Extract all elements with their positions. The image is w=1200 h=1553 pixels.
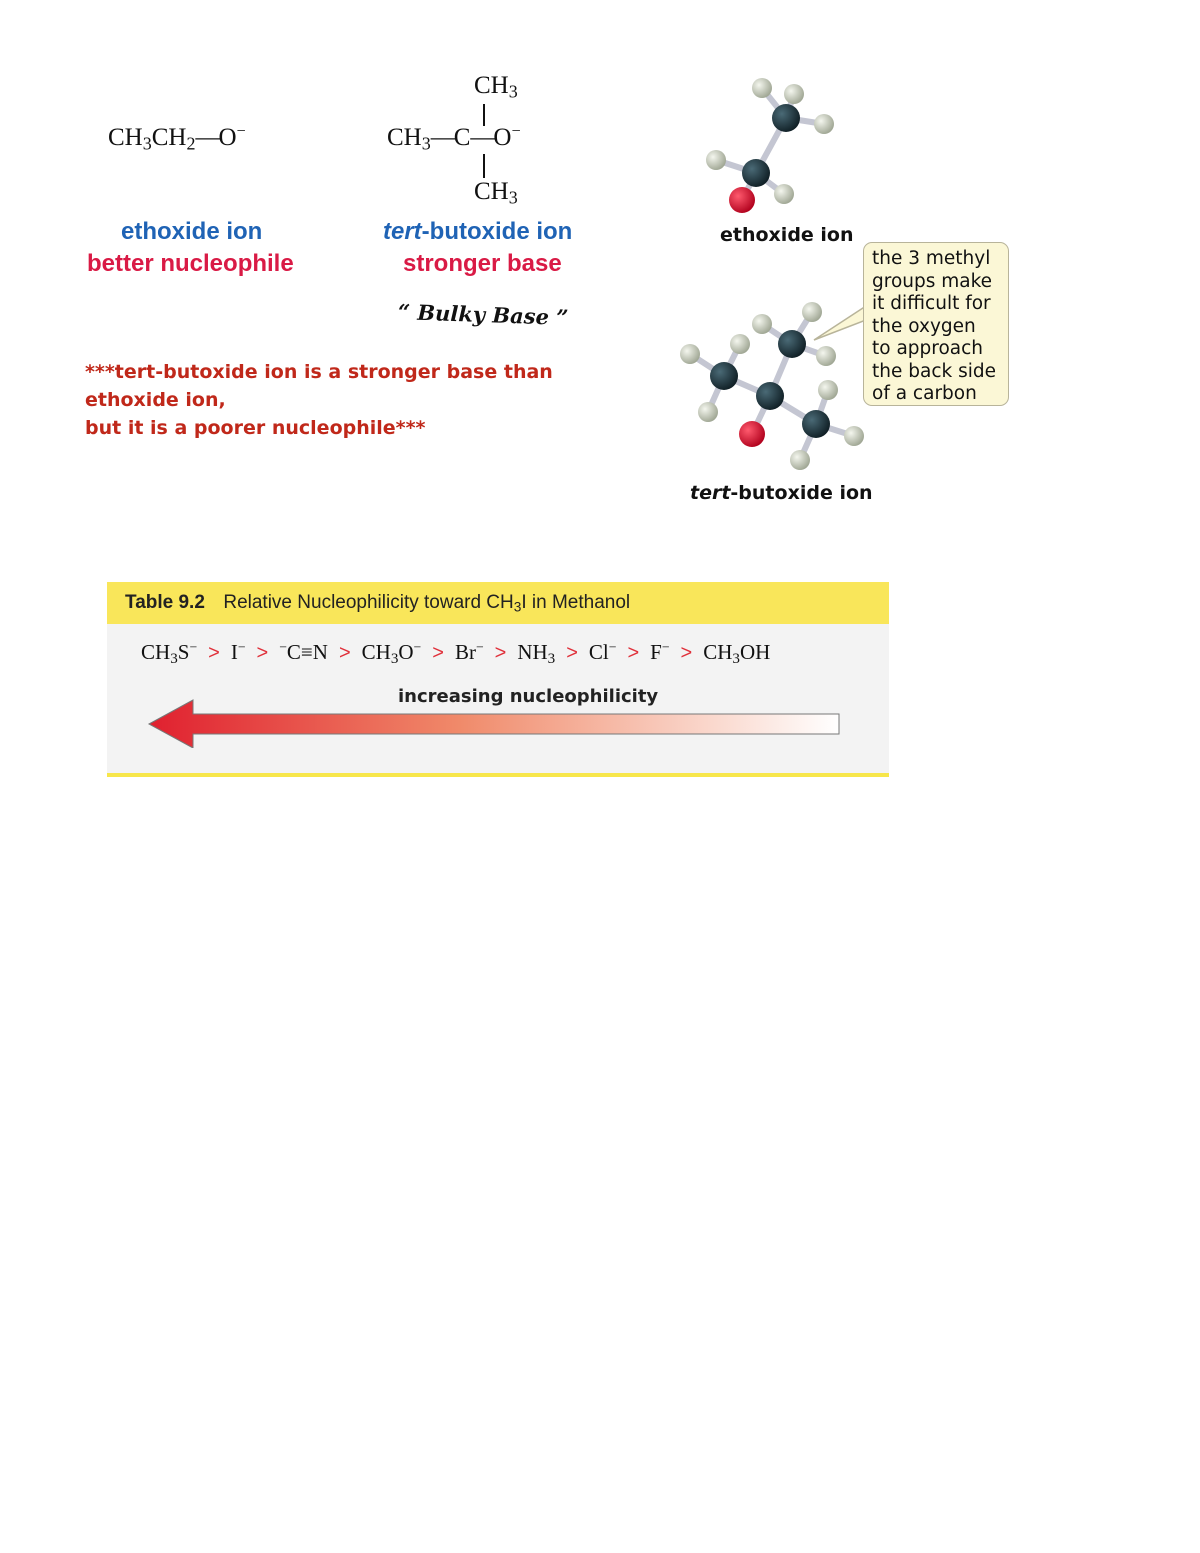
tbutoxide-role: stronger base [403,250,562,277]
ethoxide-name: ethoxide ion [121,218,263,245]
table-number: Table 9.2 [125,592,205,613]
tbutoxide-bottom-methyl: $CH_3$ [474,178,518,208]
ethoxide-role: better nucleophile [87,250,294,277]
tbutoxide-model-label: tert-butoxide ion [690,482,873,504]
ethoxide-structure: $CH_3CH_2—O^-$ [108,122,246,154]
table-title: Relative Nucleophilicity toward $CH_3I$ in Methanol [223,592,631,615]
nucleophile-ammonia: $NH_3$ [517,640,556,667]
nucleophilicity-table [107,582,889,777]
nucleophile-cyanide: −C≡N [279,639,328,664]
ethoxide-model-label: ethoxide ion [720,224,854,246]
methyl-groups-callout: the 3 methyl groups make it difficult for the oxygen to approach the back side of a carbon [863,242,1009,406]
nucleophile-ch3s: $CH_3S^-$ [141,639,198,667]
ethoxide-ball-stick-model [690,68,860,218]
nucleophile-bromide: Br− [454,639,484,664]
nucleophile-series: $CH_3S^- > I^- > ^-C\equiv N > CH_3O^- > Br^- > NH_3 > Cl^- > F^- > CH_3OH$ [141,639,771,667]
nucleophile-methoxide: $CH_3O^-$ [361,639,422,667]
tbutoxide-name: tert-butoxide ion [383,218,573,245]
comparison-note: ***tert-butoxide ion is a stronger base than ethoxide ion, but it is a poorer nucleophile*** [85,361,553,439]
bulky-base-handwriting: “ Bulky Base ” [397,299,569,330]
tbutoxide-bond-top [483,104,485,126]
increasing-nucleophilicity-arrow [147,698,843,748]
arrow-label: increasing nucleophilicity [398,686,659,707]
nucleophile-iodide: I− [230,639,246,664]
tbutoxide-top-methyl: $CH_3$ [474,72,518,102]
tbutoxide-bond-bottom [483,154,485,178]
tbutoxide-middle-row: $CH_3—C—O^-$ [387,122,521,154]
nucleophile-chloride: Cl− [588,639,617,664]
table-header [107,582,889,624]
nucleophile-methanol: $CH_3OH$ [703,640,771,667]
nucleophile-fluoride: F− [650,639,670,664]
